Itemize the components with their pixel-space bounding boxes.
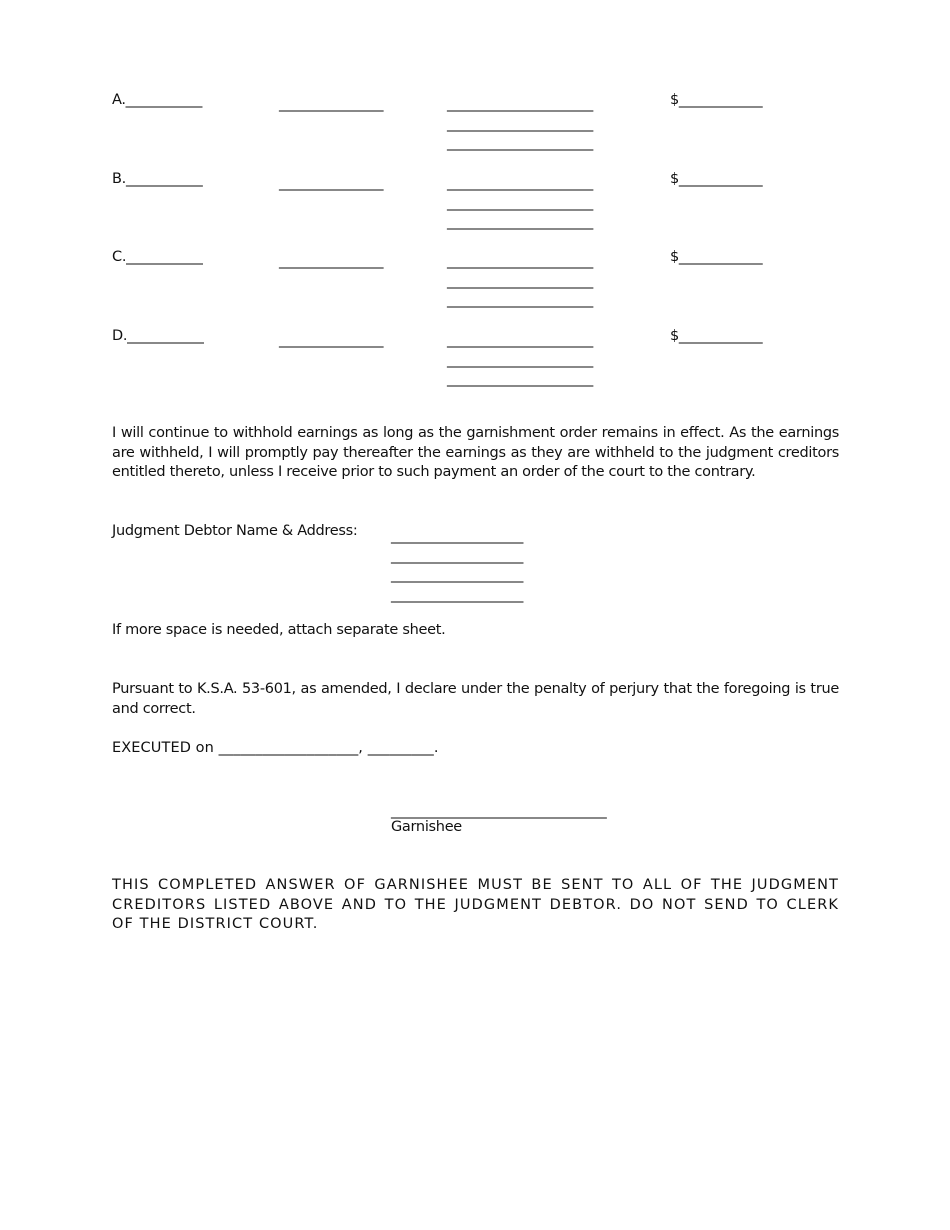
creditor-label-blank[interactable]: D.___________ — [112, 328, 204, 344]
signature-line[interactable]: _______________________________ — [391, 803, 607, 819]
creditor-blank-col3-line2[interactable]: _____________________ — [447, 352, 593, 368]
creditor-blank-col3-line3[interactable]: _____________________ — [447, 371, 593, 387]
debtor-address-line4[interactable]: ___________________ — [391, 587, 524, 603]
creditor-blank-col2[interactable]: _______________ — [279, 253, 384, 269]
debtor-label: Judgment Debtor Name & Address: — [112, 523, 358, 539]
perjury-paragraph: Pursuant to K.S.A. 53-601, as amended, I declare under the penalty of perjury that the foregoing is true and correct. — [112, 681, 839, 717]
creditor-blank-col3-line3[interactable]: _____________________ — [447, 135, 593, 151]
executed-line[interactable]: EXECUTED on ___________________, _________. — [112, 740, 439, 756]
creditor-label-blank[interactable]: A.___________ — [112, 92, 203, 108]
creditor-label-blank[interactable]: C.___________ — [112, 249, 203, 265]
space-note: If more space is needed, attach separate sheet. — [112, 622, 446, 638]
creditor-blank-col3-line1[interactable]: _____________________ — [447, 175, 593, 191]
creditor-blank-col3-line3[interactable]: _____________________ — [447, 292, 593, 308]
notice-text: THIS COMPLETED ANSWER OF GARNISHEE MUST BE SENT TO ALL OF THE JUDGMENT CREDITORS LISTED ABOVE AND TO THE JUDGMENT DEBTOR. DO NOT SEND TO CLERK OF THE DISTRICT COURT. — [112, 877, 839, 932]
creditor-amount-blank[interactable]: $____________ — [670, 328, 763, 344]
creditor-blank-col3-line1[interactable]: _____________________ — [447, 96, 593, 112]
creditor-blank-col3-line1[interactable]: _____________________ — [447, 332, 593, 348]
creditor-blank-col3-line2[interactable]: _____________________ — [447, 116, 593, 132]
creditor-blank-col2[interactable]: _______________ — [279, 96, 384, 112]
creditor-blank-col2[interactable]: _______________ — [279, 332, 384, 348]
debtor-address-line3[interactable]: ___________________ — [391, 567, 524, 583]
creditor-blank-col3-line2[interactable]: _____________________ — [447, 195, 593, 211]
creditor-blank-col3-line1[interactable]: _____________________ — [447, 253, 593, 269]
creditor-amount-blank[interactable]: $____________ — [670, 171, 763, 187]
signature-label: Garnishee — [391, 819, 462, 835]
creditor-amount-blank[interactable]: $____________ — [670, 92, 763, 108]
debtor-address-line1[interactable]: ___________________ — [391, 528, 524, 544]
withhold-paragraph: I will continue to withhold earnings as long as the garnishment order remains in effect. As the earnings are withheld, I will promptly pay thereafter the earnings as they are withheld to the judgment creditors entitled thereto, unless I receive prior to such payment an order of the court to the contrary. — [112, 425, 839, 480]
creditor-blank-col2[interactable]: _______________ — [279, 175, 384, 191]
debtor-address-line2[interactable]: ___________________ — [391, 548, 524, 564]
creditor-blank-col3-line2[interactable]: _____________________ — [447, 273, 593, 289]
creditor-label-blank[interactable]: B.___________ — [112, 171, 203, 187]
creditor-blank-col3-line3[interactable]: _____________________ — [447, 214, 593, 230]
creditor-amount-blank[interactable]: $____________ — [670, 249, 763, 265]
